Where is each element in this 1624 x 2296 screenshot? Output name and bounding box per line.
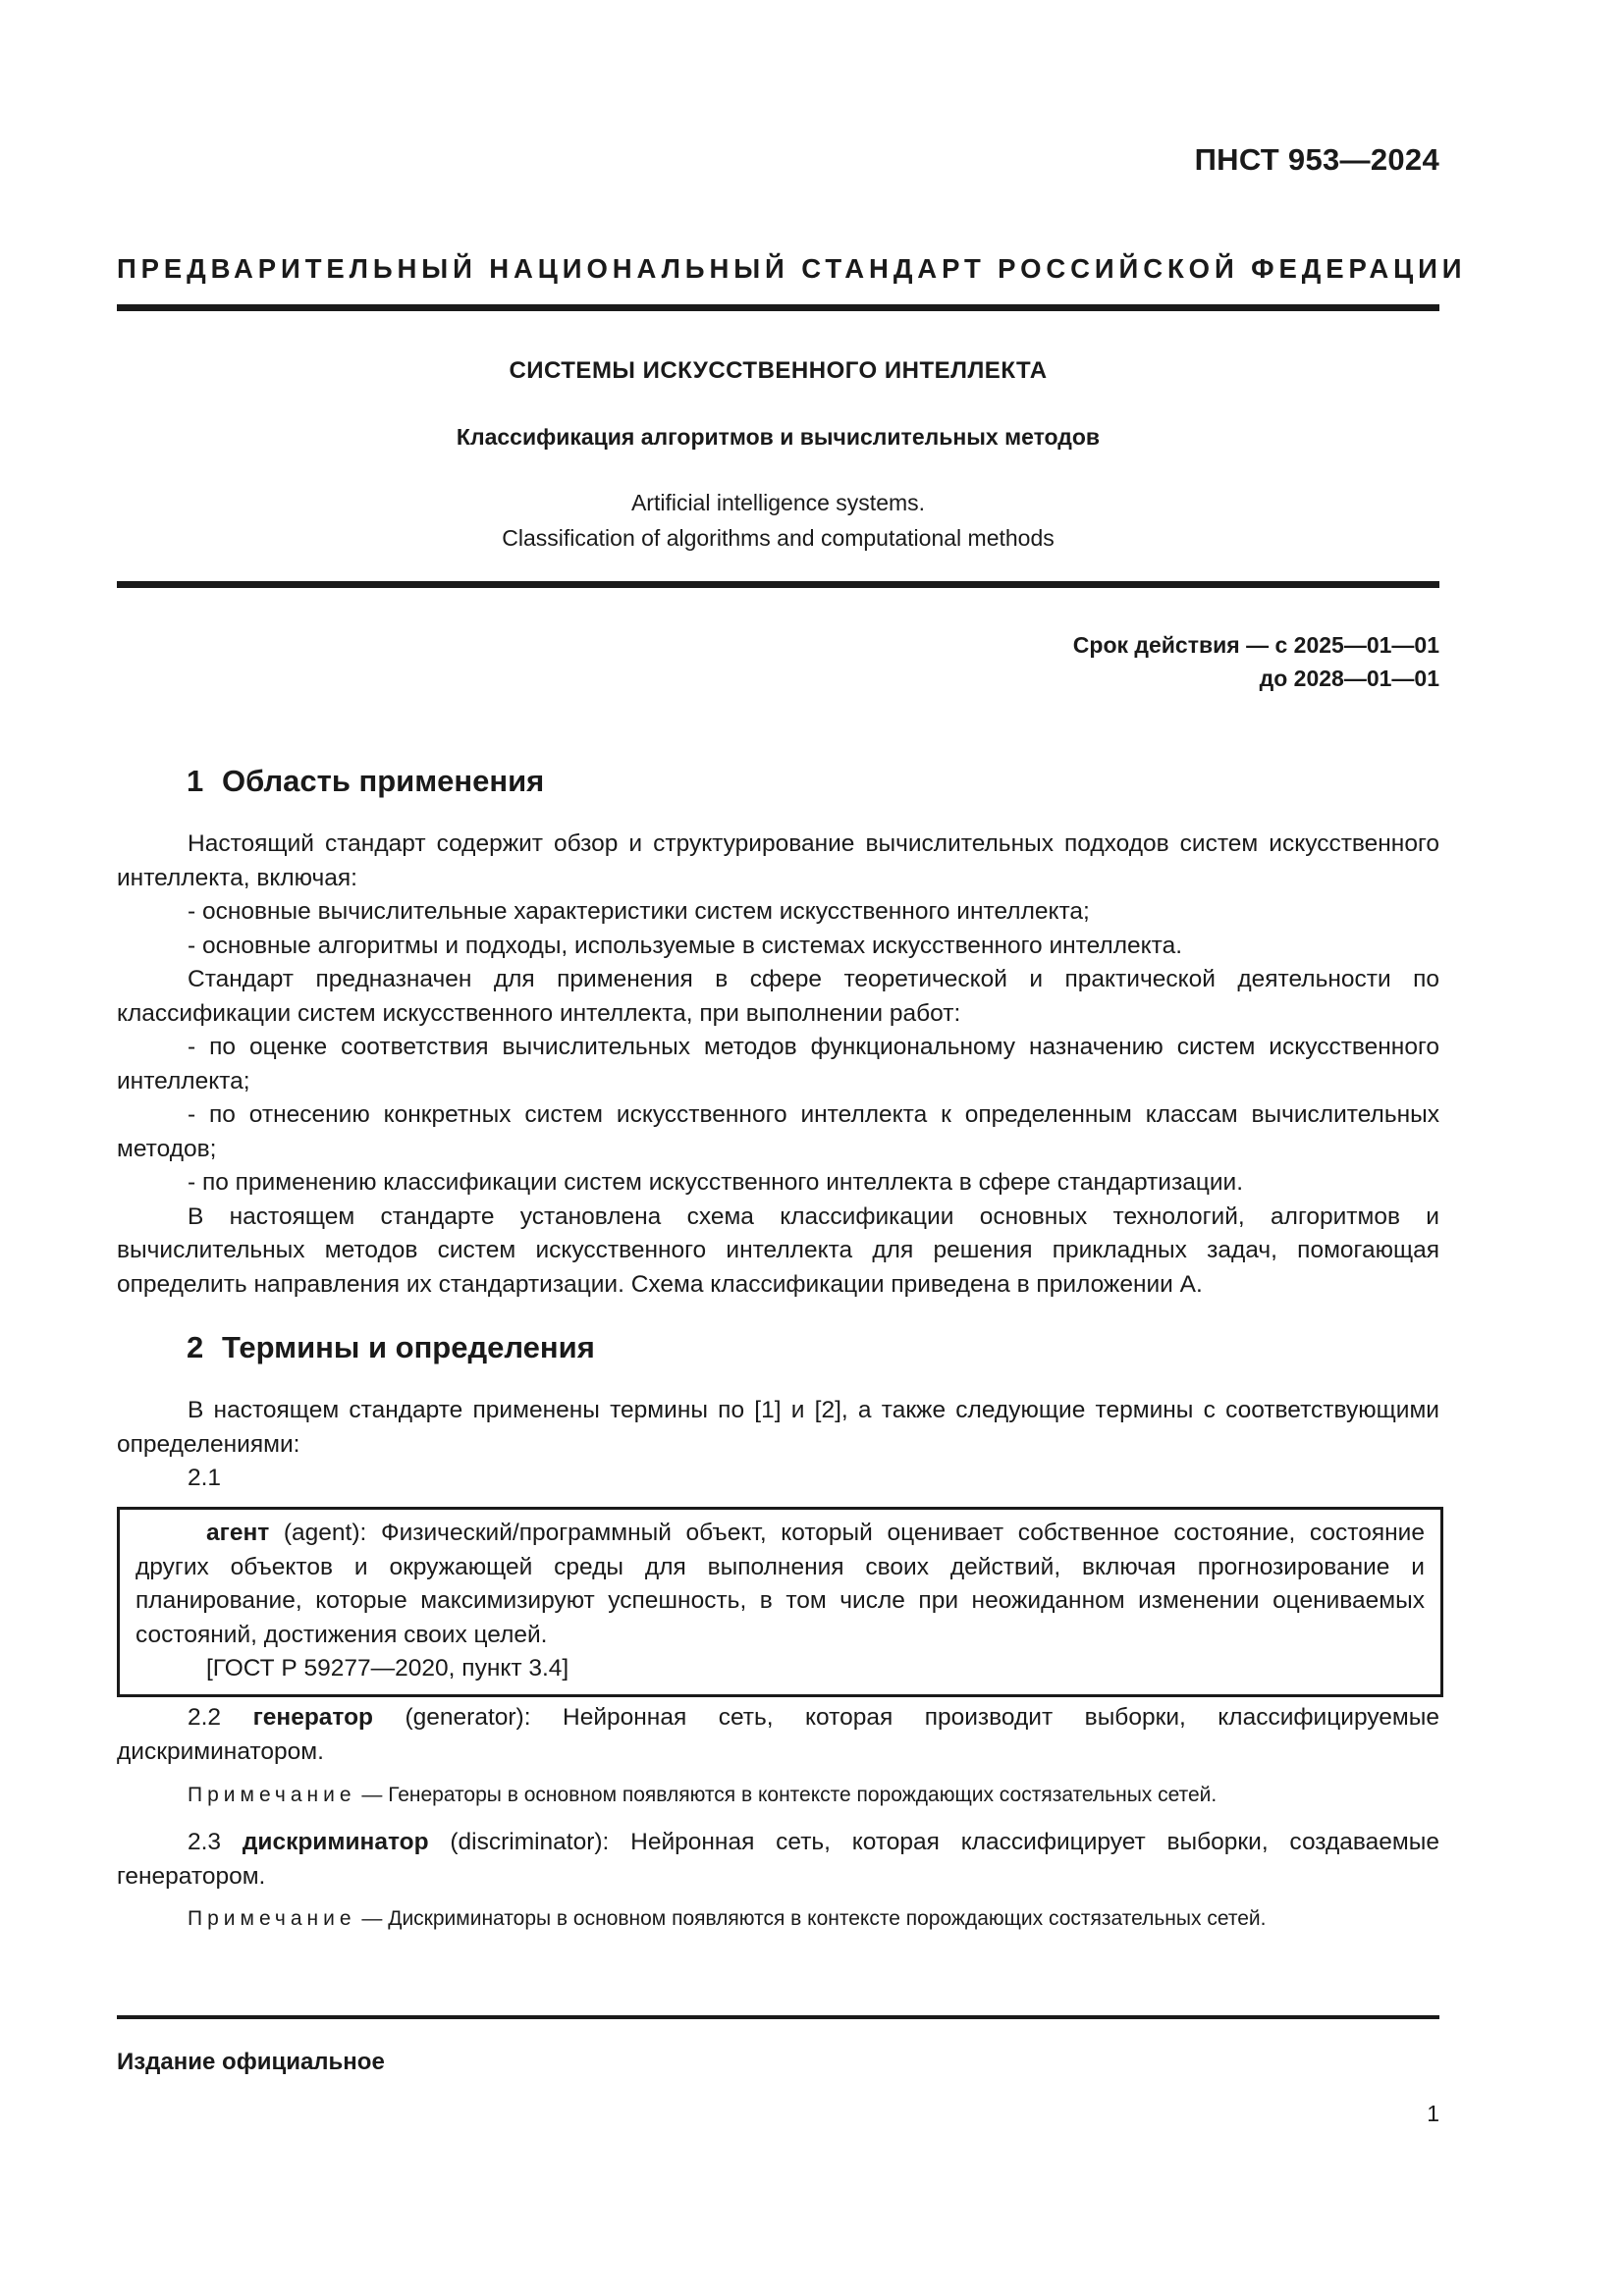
document-subtitle: Классификация алгоритмов и вычислительных методов [456, 424, 1101, 450]
note-discriminator [117, 1904, 1439, 1934]
paragraph: Настоящий стандарт содержит обзор и структурирование вычислительных подходов систем искусственного интеллекта, включая: [117, 830, 1439, 891]
section-1-heading [187, 764, 544, 799]
paragraph [117, 1826, 1439, 1894]
paragraph [117, 1701, 1439, 1769]
title-bottom-rule [117, 581, 1439, 588]
note-paragraph [117, 1781, 1439, 1810]
section-2-title: Термины и определения [222, 1330, 595, 1364]
section-2-intro [117, 1394, 1439, 1496]
section-2-number: 2 [187, 1330, 204, 1364]
term-agent: агент [206, 1520, 270, 1546]
top-rule [117, 304, 1439, 311]
list-item: - основные алгоритмы и подходы, используемые в системах искусственного интеллекта. [188, 932, 1183, 959]
definition-text: (agent): Физический/программный объект, который оценивает собственное состояние, состояние других объектов и окружающей среды для выполнения своих действий, включая прогнозирование и планирование, которые максимизируют успешность, в том числе при неожиданном изменении оцениваемых состояний, достижения своих целей. [135, 1520, 1425, 1648]
document-title: СИСТЕМЫ ИСКУССТВЕННОГО ИНТЕЛЛЕКТА [509, 357, 1048, 384]
validity-period [1073, 628, 1439, 695]
standard-code: ПНСТ 953—2024 [1194, 142, 1439, 177]
note-label: Примечание [188, 1907, 356, 1930]
paragraph: В настоящем стандарте установлена схема классификации основных технологий, алгоритмов и вычислительных методов систем искусственного интеллекта для решения прикладных задач, помогающая определить направления их стандартизации. Схема классификации приведена в приложении А. [117, 1202, 1439, 1298]
term-discriminator [117, 1826, 1439, 1894]
section-2-heading [187, 1330, 595, 1365]
footer-rule [117, 2015, 1439, 2019]
english-title-line2: Classification of algorithms and computational methods [502, 525, 1055, 551]
paragraph: В настоящем стандарте применены термины по [1] и [2], а также следующие термины с соответствующими определениями: [117, 1397, 1439, 1458]
english-title [117, 485, 1439, 556]
page-number: 1 [1427, 2101, 1439, 2126]
paragraph: Стандарт предназначен для применения в сфере теоретической и практической деятельности по классификации систем искусственного интеллекта, при выполнении работ: [117, 966, 1439, 1027]
list-item: - по отнесению конкретных систем искусственного интеллекта к определенным классам вычислительных методов; [117, 1101, 1439, 1162]
validity-start: Срок действия — с 2025—01—01 [1072, 632, 1439, 658]
section-1-body [117, 828, 1439, 1302]
note-label: Примечание [188, 1784, 356, 1806]
term-number: 2.2 [188, 1704, 253, 1731]
definition-agent [135, 1517, 1425, 1652]
term-number: 2.3 [188, 1829, 243, 1855]
list-item: - по применению классификации систем искусственного интеллекта в сфере стандартизации. [188, 1169, 1244, 1196]
definition-text: (discriminator): Нейронная сеть, которая классифицирует выборки, создаваемые генератором. [117, 1829, 1439, 1890]
note-text: — Дискриминаторы в основном появляются в контексте порождающих состязательных сетей. [355, 1907, 1267, 1930]
standard-banner: ПРЕДВАРИТЕЛЬНЫЙ НАЦИОНАЛЬНЫЙ СТАНДАРТ РОССИЙСКОЙ ФЕДЕРАЦИИ [117, 253, 1467, 284]
section-1-title: Область применения [222, 764, 545, 798]
definition-source: [ГОСТ Р 59277—2020, пункт 3.4] [206, 1655, 569, 1682]
note-paragraph [117, 1904, 1439, 1934]
term-generator-label: генератор [252, 1704, 374, 1731]
note-generator [117, 1781, 1439, 1810]
term-discriminator-label: дискриминатор [242, 1829, 429, 1855]
edition-label: Издание официальное [117, 2049, 385, 2075]
definition-box [117, 1507, 1443, 1697]
english-title-line1: Artificial intelligence systems. [630, 490, 926, 515]
term-generator [117, 1701, 1439, 1769]
section-1-number: 1 [187, 764, 204, 798]
validity-end: до 2028—01—01 [1259, 666, 1439, 691]
list-item: - основные вычислительные характеристики систем искусственного интеллекта; [188, 898, 1090, 925]
term-number: 2.1 [188, 1465, 222, 1491]
definition-text: (generator): Нейронная сеть, которая производит выборки, классифицируемые дискриминатором. [117, 1704, 1439, 1765]
list-item: - по оценке соответствия вычислительных методов функциональному назначению систем искусственного интеллекта; [117, 1034, 1439, 1095]
note-text: — Генераторы в основном появляются в контексте порождающих состязательных сетей. [355, 1784, 1218, 1806]
